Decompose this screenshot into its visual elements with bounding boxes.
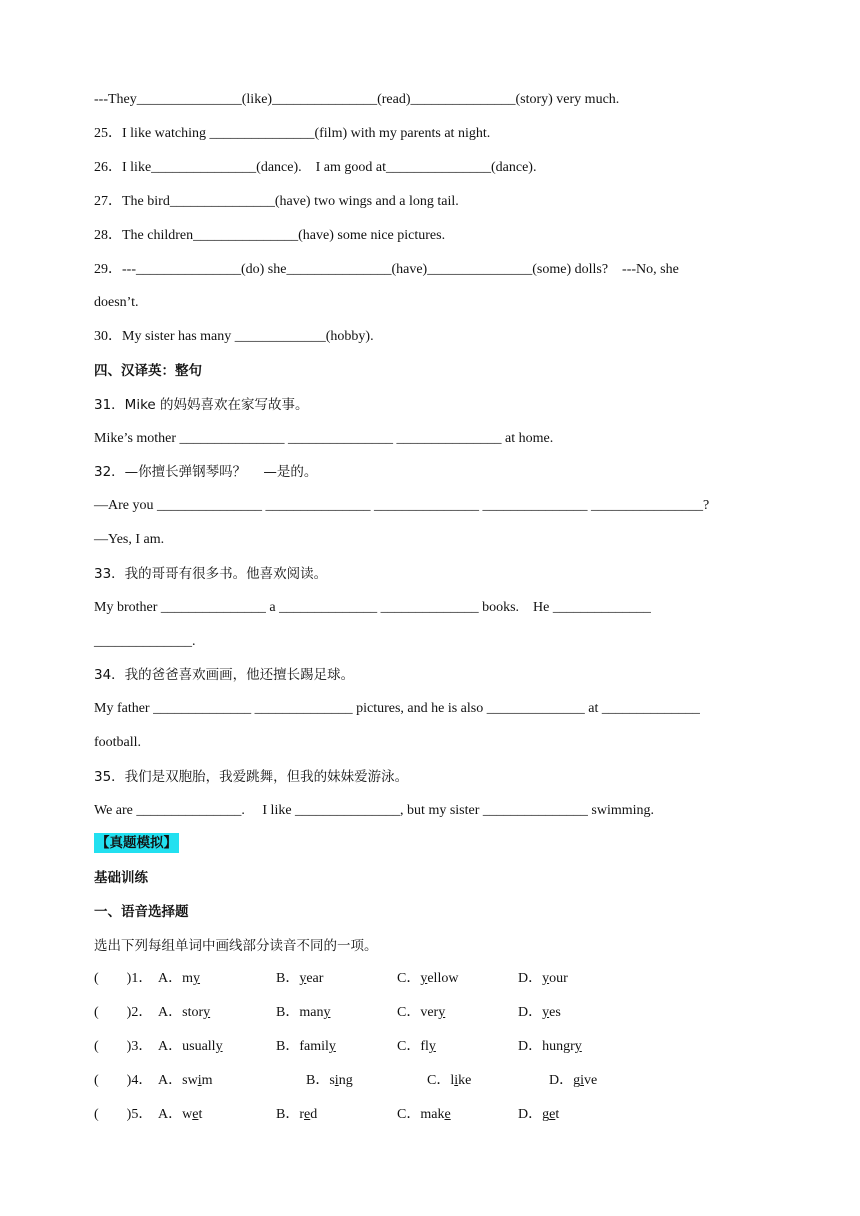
- question-35-cn: 35．我们是双胞胎，我爱跳舞，但我的妹妹爱游泳。: [94, 769, 409, 785]
- word-part: s: [329, 1073, 335, 1088]
- underlined-letter: y: [420, 971, 428, 986]
- word-part: man: [299, 1005, 324, 1020]
- answer-paren: ( )2．: [94, 1005, 153, 1020]
- question-29-cont: doesn’t.: [94, 295, 139, 310]
- option-letter: D．: [549, 1073, 574, 1088]
- option-d: [518, 1003, 561, 1023]
- option-letter: A．: [158, 1107, 183, 1122]
- answer-paren: ( )1．: [94, 971, 153, 986]
- option-letter: C．: [397, 1005, 421, 1020]
- question-26: 26．I like_______________(dance). I am good at_______________(dance).: [94, 160, 537, 175]
- word-part: m: [201, 1073, 213, 1088]
- word-part: w: [182, 1107, 193, 1122]
- question-33-cn: 33．我的哥哥有很多书。他喜欢阅读。: [94, 566, 328, 582]
- question-32-cn: 32．—你擅长弹钢琴吗？ —是的。: [94, 464, 318, 480]
- option-letter: A．: [158, 971, 183, 986]
- option-a: [158, 969, 200, 989]
- word-part: usuall: [182, 1039, 216, 1054]
- subsection-heading: 基础训练: [94, 870, 148, 886]
- question-33-en: My brother _______________ a ______________ ______________ books. He ______________: [94, 600, 651, 615]
- option-d: [518, 1105, 559, 1125]
- option-letter: D．: [518, 971, 543, 986]
- underlined-letter: e: [304, 1107, 311, 1122]
- option-b: [306, 1071, 353, 1091]
- option-letter: B．: [276, 1005, 300, 1020]
- underlined-letter: y: [215, 1039, 223, 1054]
- option-letter: C．: [397, 971, 421, 986]
- word-part: g: [573, 1073, 581, 1088]
- option-letter: B．: [276, 1107, 300, 1122]
- underlined-letter: y: [574, 1039, 582, 1054]
- question-28: 28．The children_______________(have) some nice pictures.: [94, 228, 446, 243]
- option-c: [397, 1105, 451, 1125]
- option-letter: C．: [427, 1073, 451, 1088]
- word-part: stor: [182, 1005, 204, 1020]
- word-part: sw: [182, 1073, 198, 1088]
- word-part: t: [198, 1107, 203, 1122]
- highlight-label: 【真题模拟】: [96, 835, 177, 851]
- option-c: [397, 1037, 436, 1057]
- word-part: es: [549, 1005, 561, 1020]
- question-34-cont: football.: [94, 735, 142, 750]
- highlighted-section-label: [94, 833, 179, 853]
- option-letter: B．: [306, 1073, 330, 1088]
- underlined-letter: y: [193, 971, 201, 986]
- underlined-letter: y: [542, 1005, 550, 1020]
- option-b: [276, 1105, 317, 1125]
- exercise-line: ---They_______________(like)_______________(read)_______________(story) very much.: [94, 92, 620, 107]
- option-d: [518, 969, 568, 989]
- word-part: d: [310, 1107, 318, 1122]
- word-part: r: [299, 1107, 305, 1122]
- underlined-letter: y: [428, 1039, 436, 1054]
- word-part: ve: [584, 1073, 598, 1088]
- answer-paren: ( )5．: [94, 1107, 153, 1122]
- option-letter: A．: [158, 1073, 183, 1088]
- word-part: fl: [420, 1039, 429, 1054]
- option-letter: C．: [397, 1107, 421, 1122]
- underlined-letter: y: [438, 1005, 446, 1020]
- option-c: [397, 969, 458, 989]
- section-heading-phonics: 一、语音选择题: [94, 904, 189, 920]
- section-heading-translate: 四、汉译英：整句: [94, 363, 202, 379]
- option-d: [518, 1037, 582, 1057]
- option-letter: C．: [397, 1039, 421, 1054]
- underlined-letter: y: [323, 1005, 331, 1020]
- word-part: our: [549, 971, 568, 986]
- question-33-cont: ______________.: [94, 634, 196, 649]
- underlined-letter: i: [454, 1073, 459, 1088]
- question-31-cn: 31．Mike 的妈妈喜欢在家写故事。: [94, 397, 309, 413]
- option-b: [276, 1003, 330, 1023]
- question-32-en: —Are you _______________ _______________ _______________ _______________ ________________?: [94, 498, 710, 513]
- word-part: ng: [338, 1073, 353, 1088]
- underlined-letter: y: [542, 971, 550, 986]
- option-a: [158, 1071, 212, 1091]
- underlined-letter: y: [299, 971, 307, 986]
- option-letter: A．: [158, 1039, 183, 1054]
- option-a: [158, 1003, 210, 1023]
- word-part: ver: [420, 1005, 439, 1020]
- option-c: [427, 1071, 471, 1091]
- option-letter: B．: [276, 1039, 300, 1054]
- option-b: [276, 1037, 336, 1057]
- question-30: 30．My sister has many _____________(hobby).: [94, 329, 374, 344]
- underlined-letter: e: [444, 1107, 451, 1122]
- question-27: 27．The bird_______________(have) two wings and a long tail.: [94, 194, 459, 209]
- question-32-answer: —Yes, I am.: [94, 532, 165, 547]
- option-letter: D．: [518, 1107, 543, 1122]
- word-part: famil: [299, 1039, 329, 1054]
- question-25: 25．I like watching _______________(film) with my parents at night.: [94, 126, 491, 141]
- word-part: ellow: [427, 971, 459, 986]
- option-a: [158, 1037, 223, 1057]
- option-d: [549, 1071, 597, 1091]
- option-letter: B．: [276, 971, 300, 986]
- word-part: mak: [420, 1107, 445, 1122]
- instructions: 选出下列每组单词中画线部分读音不同的一项。: [94, 938, 378, 954]
- word-part: m: [182, 971, 194, 986]
- option-b: [276, 969, 323, 989]
- question-34-en: My father ______________ ______________ pictures, and he is also ______________ at ______________: [94, 701, 700, 716]
- answer-paren: ( )4．: [94, 1073, 153, 1088]
- option-c: [397, 1003, 445, 1023]
- word-part: hungr: [542, 1039, 575, 1054]
- underlined-letter: y: [203, 1005, 211, 1020]
- underlined-letter: i: [334, 1073, 339, 1088]
- word-part: t: [555, 1107, 560, 1122]
- word-part: ke: [458, 1073, 472, 1088]
- answer-paren: ( )3．: [94, 1039, 153, 1054]
- word-part: ear: [306, 971, 324, 986]
- question-29: 29．---_______________(do) she_______________(have)_______________(some) dolls? ---No, she: [94, 262, 679, 277]
- underlined-letter: i: [580, 1073, 585, 1088]
- option-a: [158, 1105, 202, 1125]
- question-31-en: Mike’s mother _______________ _______________ _______________ at home.: [94, 431, 554, 446]
- question-35-en: We are _______________. I like _______________, but my sister _______________ swimming.: [94, 803, 654, 818]
- word-part: l: [450, 1073, 455, 1088]
- option-letter: A．: [158, 1005, 183, 1020]
- underlined-letter: i: [197, 1073, 202, 1088]
- option-letter: D．: [518, 1039, 543, 1054]
- underlined-letter: e: [192, 1107, 199, 1122]
- underlined-letter: e: [549, 1107, 556, 1122]
- word-part: g: [542, 1107, 550, 1122]
- option-letter: D．: [518, 1005, 543, 1020]
- question-34-cn: 34．我的爸爸喜欢画画，他还擅长踢足球。: [94, 667, 355, 683]
- underlined-letter: y: [328, 1039, 336, 1054]
